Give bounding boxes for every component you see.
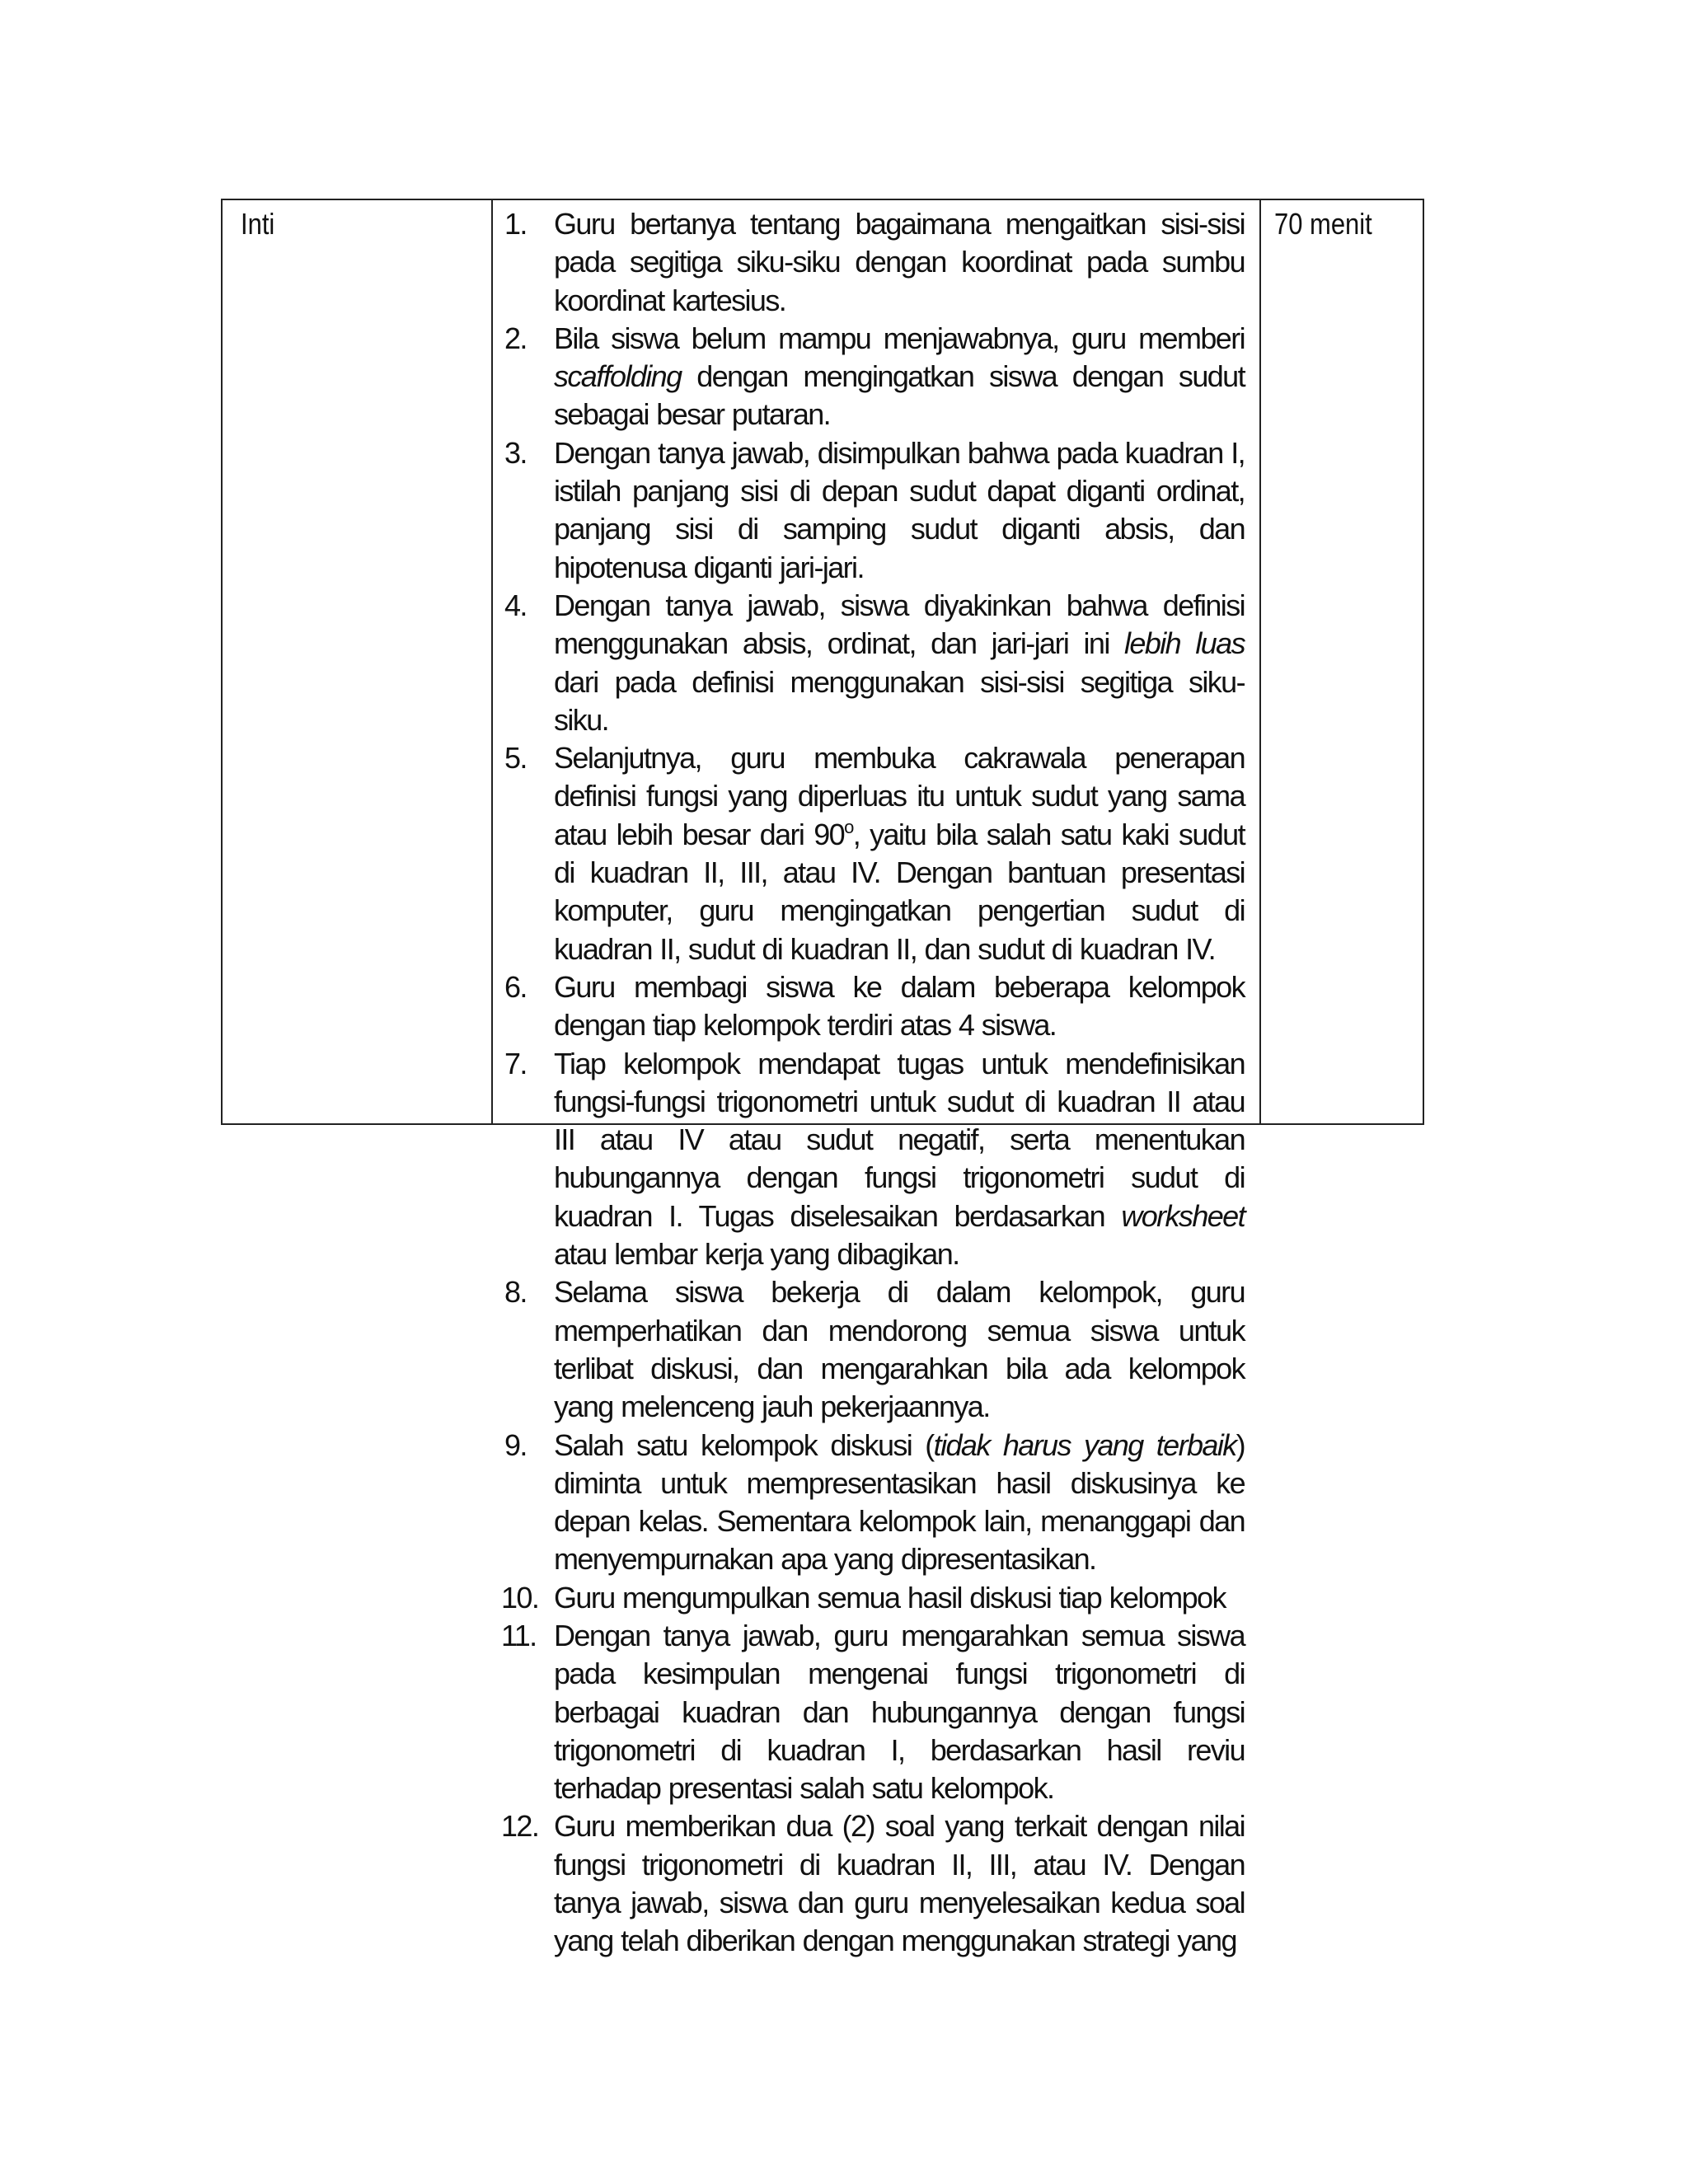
column-divider xyxy=(491,200,493,1123)
step-item xyxy=(503,1617,1245,1807)
text-run: Tiap kelompok mendapat tugas untuk mendefinisikan fungsi-fungsi trigonometri untuk sudut di kuadran II atau III atau IV atau sudut negatif, serta menentukan hubungannya dengan fungsi trigonometri sudut di kuadran I. Tugas diselesaikan berdasarkan xyxy=(554,1046,1245,1233)
step-number: 1. xyxy=(504,207,527,241)
text-run: Selanjutnya, guru membuka cakrawala penerapan definisi fungsi yang diperluas itu untuk sudut yang sama atau lebih besar dari 90 xyxy=(554,741,1245,851)
step-text xyxy=(554,1047,1245,1271)
step-item xyxy=(503,1807,1245,1960)
text-run: Dengan tanya jawab, disimpulkan bahwa pada kuadran I, istilah panjang sisi di depan sudut dapat diganti ordinat, panjang sisi di samping sudut diganti absis, dan hipotenusa diganti jari-jari. xyxy=(554,435,1245,584)
steps-cell xyxy=(503,205,1245,1961)
step-text xyxy=(554,1428,1245,1577)
italic-term: lebih luas xyxy=(1124,626,1245,661)
step-item xyxy=(503,434,1245,587)
step-text xyxy=(554,741,1245,965)
step-item xyxy=(503,968,1245,1045)
text-run: Bila siswa belum mampu menjawabnya, guru memberi xyxy=(554,321,1245,355)
step-item xyxy=(503,587,1245,739)
phase-cell: Inti xyxy=(241,207,275,241)
text-run: Guru memberikan dua (2) soal yang terkait dengan nilai fungsi trigonometri di kuadran II, III, atau IV. Dengan tanya jawab, siswa dan guru menyelesaikan kedua soal yang telah diberikan dengan menggunakan strategi yang xyxy=(554,1809,1245,1958)
step-number: 10. xyxy=(501,1580,539,1615)
step-text xyxy=(554,970,1245,1042)
text-run: dari pada definisi menggunakan sisi-sisi segitiga siku-siku. xyxy=(554,664,1245,737)
italic-term: worksheet xyxy=(1121,1198,1245,1233)
step-number: 8. xyxy=(504,1275,527,1310)
step-item xyxy=(503,1579,1245,1617)
italic-term: tidak harus yang terbaik xyxy=(933,1427,1236,1462)
step-number: 2. xyxy=(504,321,527,355)
step-item xyxy=(503,1273,1245,1426)
text-run: ) diminta untuk mempresentasikan hasil diskusinya ke depan kelas. Sementara kelompok lain, menanggapi dan menyempurnakan apa yang dipresentasikan. xyxy=(554,1427,1245,1577)
step-number: 5. xyxy=(504,741,527,776)
step-number: 9. xyxy=(504,1427,527,1462)
italic-term: scaffolding xyxy=(554,359,682,394)
step-item xyxy=(503,739,1245,968)
degree-superscript: o xyxy=(844,816,853,837)
step-number: 4. xyxy=(504,588,527,622)
step-text xyxy=(554,1809,1245,1957)
step-text xyxy=(554,207,1245,317)
time-cell: 70 menit xyxy=(1274,207,1372,241)
step-number: 3. xyxy=(504,435,527,470)
steps-list xyxy=(503,205,1245,1961)
text-run: Salah satu kelompok diskusi ( xyxy=(554,1427,934,1462)
text-run: atau lembar kerja yang dibagikan. xyxy=(554,1237,959,1272)
step-text xyxy=(554,588,1245,737)
step-item xyxy=(503,205,1245,320)
text-run: Guru bertanya tentang bagaimana mengaitkan sisi-sisi pada segitiga siku-siku dengan koordinat pada sumbu koordinat kartesius. xyxy=(554,207,1245,317)
step-item xyxy=(503,1427,1245,1579)
step-number: 6. xyxy=(504,969,527,1004)
text-run: , yaitu bila salah satu kaki sudut di kuadran II, III, atau IV. Dengan bantuan presentasi komputer, guru mengingatkan pengertian sudut di kuadran II, sudut di kuadran II, dan sudut di kuadran IV. xyxy=(554,817,1245,966)
step-number: 7. xyxy=(504,1046,527,1080)
column-divider xyxy=(1259,200,1261,1123)
text-run: Guru membagi siswa ke dalam beberapa kelompok dengan tiap kelompok terdiri atas 4 siswa. xyxy=(554,969,1245,1043)
text-run: Dengan tanya jawab, siswa diyakinkan bahwa definisi menggunakan absis, ordinat, dan jari-jari ini xyxy=(554,588,1245,661)
lesson-activity-table xyxy=(221,199,1424,1958)
step-item xyxy=(503,1045,1245,1274)
step-item xyxy=(503,320,1245,434)
step-text xyxy=(554,1619,1245,1805)
step-text xyxy=(554,1275,1245,1423)
text-run: dengan mengingatkan siswa dengan sudut sebagai besar putaran. xyxy=(554,359,1245,432)
step-text xyxy=(554,1581,1226,1615)
text-run: Selama siswa bekerja di dalam kelompok, guru memperhatikan dan mendorong semua siswa untuk terlibat diskusi, dan mengarahkan bila ada kelompok yang melenceng jauh pekerjaannya. xyxy=(554,1275,1245,1424)
text-run: Dengan tanya jawab, guru mengarahkan semua siswa pada kesimpulan mengenai fungsi trigonometri di berbagai kuadran dan hubungannya dengan fungsi trigonometri di kuadran I, berdasarkan hasil reviu terhadap presentasi salah satu kelompok. xyxy=(554,1618,1245,1806)
step-text xyxy=(554,436,1245,584)
text-run: Guru mengumpulkan semua hasil diskusi tiap kelompok xyxy=(554,1580,1226,1615)
step-number: 12. xyxy=(501,1809,539,1844)
step-text xyxy=(554,321,1245,432)
step-number: 11. xyxy=(501,1618,537,1652)
